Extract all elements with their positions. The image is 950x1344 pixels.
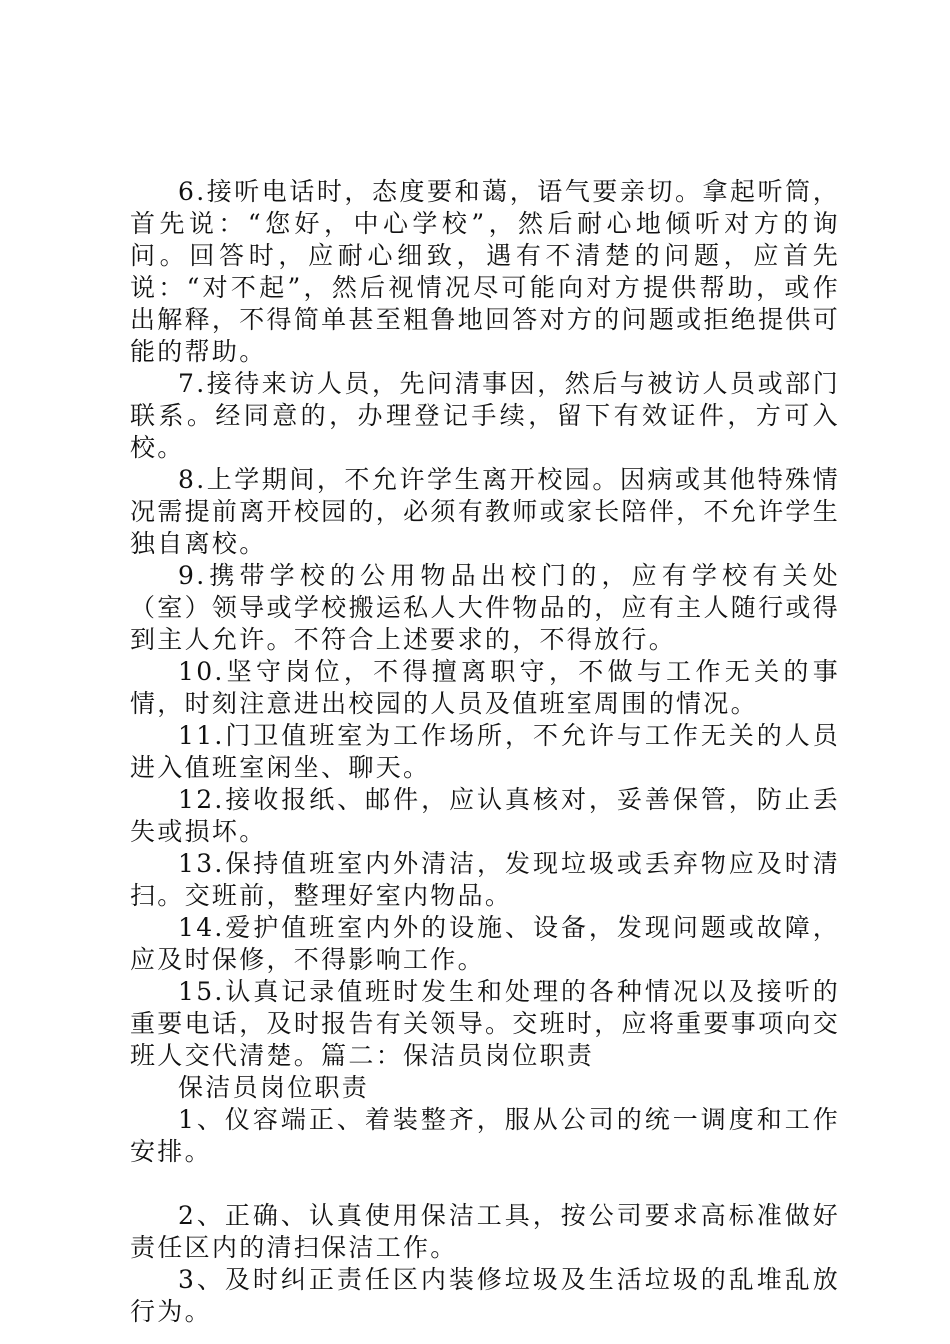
paragraph-rule-14: 14.爱护值班室内外的设施、设备，发现问题或故障，应及时保修，不得影响工作。 — [130, 913, 840, 974]
paragraph-rule-11: 11.门卫值班室为工作场所，不允许与工作无关的人员进入值班室闲坐、聊天。 — [130, 721, 840, 782]
paragraph-rule-7: 7.接待来访人员，先问清事因，然后与被访人员或部门联系。经同意的，办理登记手续，留下有效证件，方可入校。 — [130, 369, 840, 462]
paragraph-rule-13: 13.保持值班室内外清洁，发现垃圾或丢弃物应及时清扫。交班前，整理好室内物品。 — [130, 849, 840, 910]
paragraph-rule-9: 9.携带学校的公用物品出校门的，应有学校有关处（室）领导或学校搬运私人大件物品的，应有主人随行或得到主人允许。不符合上述要求的，不得放行。 — [130, 561, 840, 654]
paragraph-duty-2: 2、正确、认真使用保洁工具，按公司要求高标准做好责任区内的清扫保洁工作。 — [130, 1201, 840, 1262]
paragraph-duty-3: 3、及时纠正责任区内装修垃圾及生活垃圾的乱堆乱放行为。 — [130, 1265, 840, 1326]
paragraph-duty-1: 1、仪容端正、着装整齐，服从公司的统一调度和工作安排。 — [130, 1105, 840, 1166]
document-body — [130, 176, 840, 1328]
paragraph-rule-10: 10.坚守岗位，不得擅离职守，不做与工作无关的事情，时刻注意进出校园的人员及值班室周围的情况。 — [130, 657, 840, 718]
paragraph-rule-6: 6.接听电话时，态度要和蔼，语气要亲切。拿起听筒，首先说：“您好，中心学校”，然后耐心地倾听对方的询问。回答时，应耐心细致，遇有不清楚的问题，应首先说：“对不起”，然后视情况尽可能向对方提供帮助，或作出解释，不得简单甚至粗鲁地回答对方的问题或拒绝提供可能的帮助。 — [130, 177, 840, 366]
paragraph-rule-8: 8.上学期间，不允许学生离开校园。因病或其他特殊情况需提前离开校园的，必须有教师或家长陪伴，不允许学生独自离校。 — [130, 465, 840, 558]
section-heading: 保洁员岗位职责 — [178, 1073, 370, 1102]
paragraph-rule-15: 15.认真记录值班时发生和处理的各种情况以及接听的重要电话，及时报告有关领导。交班时，应将重要事项向交班人交代清楚。篇二：保洁员岗位职责 — [130, 977, 840, 1070]
paragraph-rule-12: 12.接收报纸、邮件，应认真核对，妥善保管，防止丢失或损坏。 — [130, 785, 840, 846]
